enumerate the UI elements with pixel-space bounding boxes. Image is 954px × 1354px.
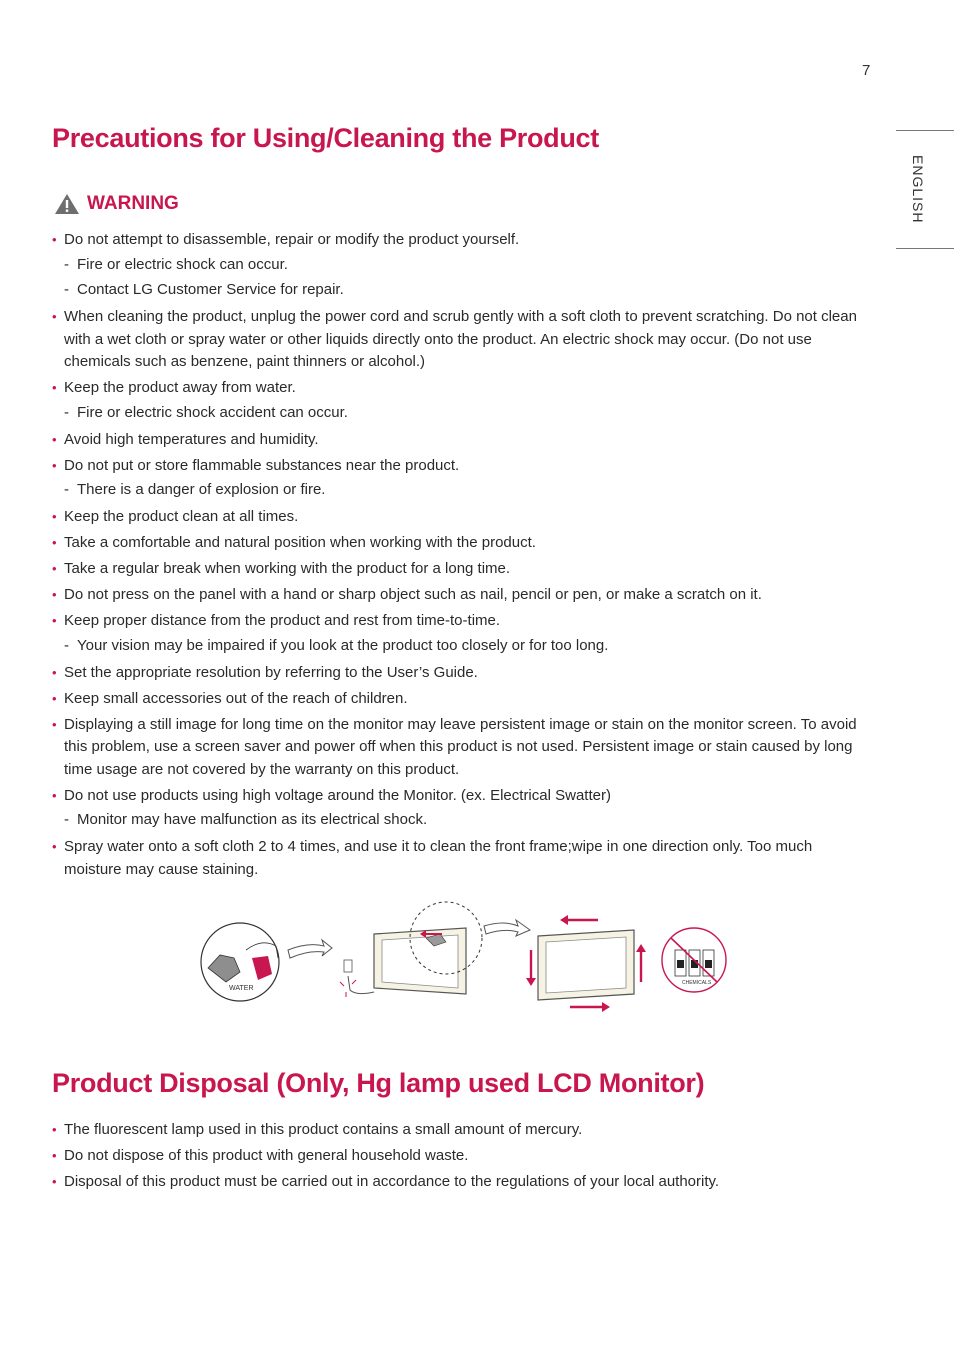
list-item-text: Keep small accessories out of the reach of children.	[64, 689, 408, 707]
cleaning-illustration	[196, 898, 736, 1016]
page-number: 7	[862, 62, 871, 79]
list-item-text: Do not attempt to disassemble, repair or modify the product yourself.	[64, 231, 520, 248]
list-item-text: Avoid high temperatures and humidity.	[64, 430, 319, 448]
power-plug-icon	[340, 960, 374, 997]
list-item-text: Displaying a still image for long time on the monitor may leave persistent image or stain on the monitor screen. To avoid this problem, use a screen saver and power off when this product is not used. Persistent image or stain caused by long time usage are not covered by the warranty on this product.	[64, 715, 857, 778]
list-item	[52, 229, 872, 303]
list-item	[52, 662, 872, 685]
sub-list-item: - Contact LG Customer Service for repair.	[64, 277, 872, 303]
sub-list	[64, 633, 872, 659]
sub-list-item: - Your vision may be impaired if you look at the product too closely or for too long.	[64, 633, 872, 659]
list-item-text: Take a regular break when working with the product for a long time.	[64, 560, 511, 577]
sub-list	[64, 252, 872, 303]
list-item	[52, 1145, 872, 1168]
monitor-front-icon	[374, 902, 482, 994]
no-chemicals-icon	[662, 928, 726, 992]
language-tab	[896, 130, 954, 249]
list-item-text: Keep the product clean at all times.	[64, 508, 299, 525]
list-item	[52, 714, 872, 782]
sub-list	[64, 807, 872, 833]
list-item-text: The fluorescent lamp used in this product contains a small amount of mercury.	[64, 1121, 583, 1138]
sub-list	[64, 400, 872, 426]
language-tab-label: ENGLISH	[910, 155, 926, 224]
list-item	[52, 506, 872, 529]
list-item	[52, 558, 872, 581]
section-title-disposal: Product Disposal (Only, Hg lamp used LCD Monitor)	[52, 1068, 705, 1098]
warning-label: WARNING	[87, 193, 179, 214]
warning-heading	[54, 193, 179, 215]
list-item	[52, 836, 872, 881]
list-item	[52, 1119, 872, 1142]
list-item-text: Do not put or store flammable substances near the product.	[64, 456, 460, 474]
list-item	[52, 455, 872, 503]
list-item-text: Keep the product away from water.	[64, 379, 296, 396]
list-item	[52, 377, 872, 425]
list-item-text: Spray water onto a soft cloth 2 to 4 times, and use it to clean the front frame;wipe in one direction only. Too much moisture may cause staining.	[64, 838, 813, 878]
list-item	[52, 688, 872, 711]
precautions-list	[52, 229, 872, 885]
list-item-text: Set the appropriate resolution by referring to the User’s Guide.	[64, 663, 478, 681]
arrow-right-icon	[484, 920, 530, 936]
list-item-text: Take a comfortable and natural position when working with the product.	[64, 534, 536, 551]
chemicals-label: CHEMICALS	[682, 980, 712, 986]
list-item-text: Do not dispose of this product with general household waste.	[64, 1147, 469, 1164]
spray-bottle-icon	[201, 923, 279, 1001]
warning-triangle-icon	[54, 193, 80, 215]
list-item	[52, 1171, 872, 1194]
water-label: WATER	[229, 985, 254, 992]
list-item-text: Disposal of this product must be carried out in accordance to the regulations of your local authority.	[64, 1173, 720, 1190]
list-item-text: When cleaning the product, unplug the power cord and scrub gently with a soft cloth to prevent scratching. Do not clean with a wet cloth or spray water or other liquids directly onto the product. An electric shock may occur. (Do not use chemicals such as benzene, paint thinners or alcohol.)	[64, 308, 857, 370]
list-item	[52, 610, 872, 658]
arrow-right-icon	[288, 940, 332, 958]
list-item	[52, 584, 872, 607]
list-item	[52, 306, 872, 374]
list-item	[52, 532, 872, 555]
sub-list	[64, 477, 872, 503]
section-title-precautions: Precautions for Using/Cleaning the Product	[52, 123, 599, 153]
monitor-wipe-icon	[526, 915, 646, 1012]
list-item	[52, 429, 872, 452]
disposal-list	[52, 1119, 872, 1197]
sub-list-item: - There is a danger of explosion or fire.	[64, 477, 872, 503]
list-item-text: Do not press on the panel with a hand or sharp object such as nail, pencil or pen, or make a scratch on it.	[64, 586, 762, 603]
list-item-text: Keep proper distance from the product and rest from time-to-time.	[64, 612, 501, 629]
sub-list-item: - Monitor may have malfunction as its electrical shock.	[64, 807, 872, 833]
list-item-text: Do not use products using high voltage around the Monitor. (ex. Electrical Swatter)	[64, 786, 611, 804]
sub-list-item: - Fire or electric shock accident can occur.	[64, 400, 872, 426]
sub-list-item: - Fire or electric shock can occur.	[64, 252, 872, 278]
list-item	[52, 785, 872, 833]
